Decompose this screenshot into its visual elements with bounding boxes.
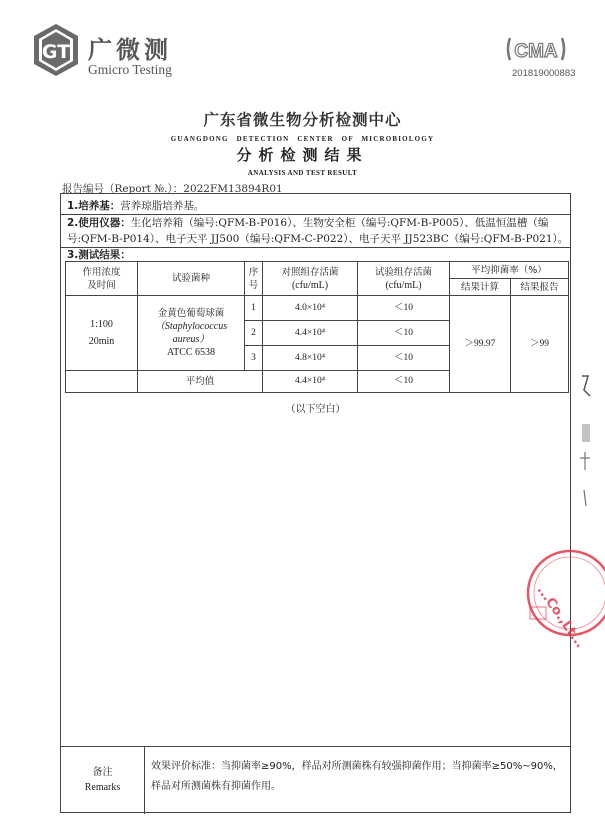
seal-text: ...Co.,Lt... (533, 582, 588, 651)
brand-name-cn: 广微测 (88, 36, 172, 64)
row-seq: 3 (245, 346, 263, 371)
avg-label: 平均值 (138, 371, 263, 393)
avg-control: 4.4×10⁴ (263, 371, 358, 393)
row-control: 4.8×10⁴ (263, 346, 358, 371)
header-inhibition: 平均抑菌率（%） (450, 262, 569, 279)
instruments-line2: 号:QFM-B-P014）、电子天平 JJ500（编号:QFM-C-P022）、电子天平 JJ523BC（编号:QFM-B-P021）。 (67, 233, 569, 245)
header-seq: 序 号 (245, 262, 263, 296)
calc-result: ＞99.97 (450, 296, 511, 393)
blank-note: （以下空白） (285, 404, 346, 415)
report-number: 报告编号（Report №.）：2022FM13894R01 (62, 183, 283, 195)
row-control: 4.0×10⁴ (263, 296, 358, 321)
medium-label: 1.培养基： (67, 200, 121, 212)
report-result: ＞99 (511, 296, 569, 393)
header-concentration: 作用浓度 及时间 (66, 262, 138, 296)
avg-test: ＜10 (358, 371, 450, 393)
concentration-cell: 1:100 20min (66, 296, 138, 371)
cma-number: 201819000883 (512, 68, 576, 79)
header-control: 对照组存活菌 (cfu/mL) (263, 262, 358, 296)
org-title-cn: 广东省微生物分析检测中心 (203, 111, 402, 129)
instruments-line (67, 215, 548, 231)
brand-name-en: Gmicro Testing (88, 62, 172, 77)
row-seq: 1 (245, 296, 263, 321)
header-calc: 结果计算 (450, 279, 511, 296)
company-seal (512, 545, 588, 651)
remarks-text: 效果评价标准：当抑菌率≥90%，样品对所测菌株有较强抑菌作用；当抑菌率≥50%~90%， 样品对所测菌株有抑菌作用。 (151, 761, 563, 792)
instruments-label: 2.使用仪器： (67, 217, 131, 229)
cma-mark (504, 34, 568, 64)
strain-cell: 金黄色葡萄球菌 （Staphylococcus aureus） ATCC 6538 (138, 296, 245, 371)
header-report: 结果报告 (511, 279, 569, 296)
instruments-line1: 生化培养箱（编号:QFM-B-P016）、生物安全柜（编号:QFM-B-P005）、低温恒温槽（编 (130, 217, 549, 229)
medium-value: 营养琼脂培养基。 (120, 200, 205, 212)
section-title-en: ANALYSIS AND TEST RESULT (247, 169, 358, 177)
company-logo (30, 22, 82, 78)
header-test: 试验组存活菌 (cfu/mL) (358, 262, 450, 296)
org-title-en: GUANGDONG DETECTION CENTER OF MICROBIOLOGY (170, 135, 435, 143)
row-seq: 2 (245, 321, 263, 346)
results-label: 3.测试结果： (67, 249, 131, 261)
cma-text: CMA (514, 41, 558, 62)
results-table (65, 261, 569, 393)
report-frame (60, 193, 571, 813)
header-strain: 试验菌种 (138, 262, 245, 296)
section-title-cn: 分析检测结果 (236, 146, 369, 164)
page-seam-stamp (574, 372, 596, 512)
remarks-section (61, 746, 570, 814)
row-test: ＜10 (358, 296, 450, 321)
remarks-label: 备注 Remarks (61, 747, 145, 814)
row-test: ＜10 (358, 346, 450, 371)
logo-letters: GT (41, 41, 71, 63)
row-control: 4.4×10⁴ (263, 321, 358, 346)
row-test: ＜10 (358, 321, 450, 346)
medium-line (67, 198, 204, 214)
